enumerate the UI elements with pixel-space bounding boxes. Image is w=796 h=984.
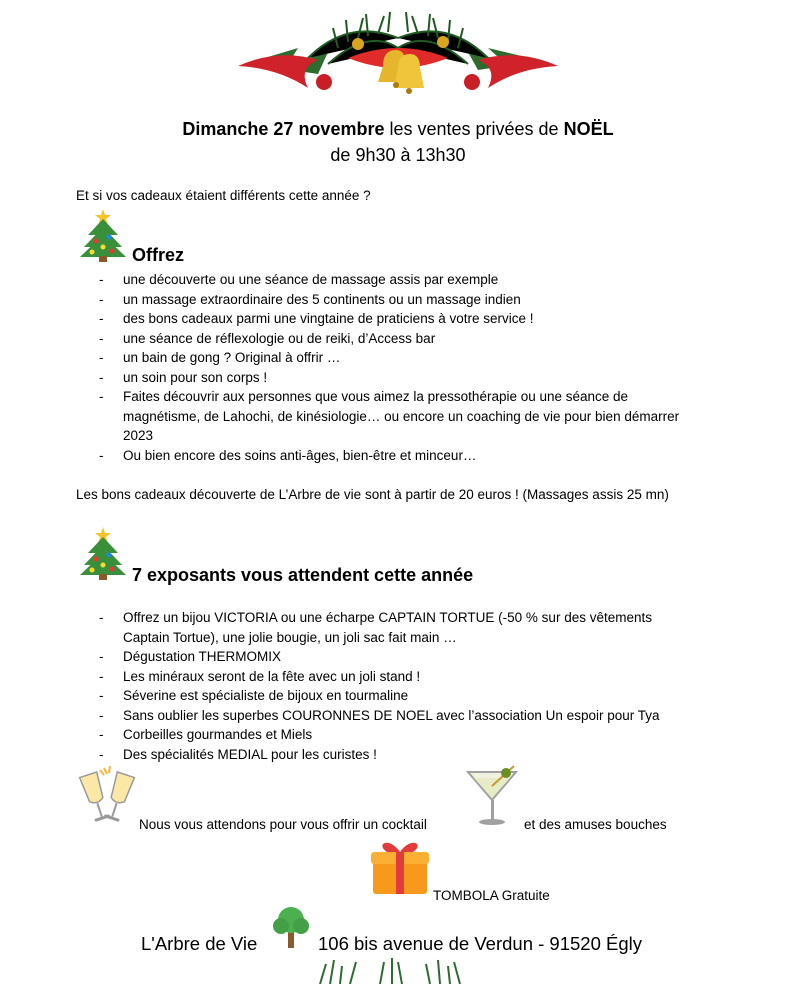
list-item: - Corbeilles gourmandes et Miels	[99, 725, 699, 745]
christmas-tree-icon	[78, 207, 128, 263]
list-item: - Ou bien encore des soins anti-âges, bien-être et minceur…	[99, 446, 689, 466]
exposants-list	[99, 608, 699, 764]
list-item: - un massage extraordinaire des 5 continents ou un massage indien	[99, 290, 689, 310]
address: 106 bis avenue de Verdun - 91520 Égly	[318, 933, 642, 954]
event-title	[0, 116, 796, 142]
tree-icon	[268, 904, 314, 950]
list-item: - des bons cadeaux parmi une vingtaine de praticiens à votre service !	[99, 309, 689, 329]
christmas-tree-icon	[78, 525, 128, 581]
amuses-bouches-text: et des amuses bouches	[524, 817, 667, 832]
list-item: - une découverte ou une séance de massage assis par exemple	[99, 270, 689, 290]
cocktail-text: Nous vous attendons pour vous offrir un cocktail	[139, 817, 427, 832]
gift-icon	[369, 834, 431, 898]
place-name: L'Arbre de Vie	[141, 933, 258, 954]
christmas-garland-icon	[300, 956, 480, 984]
list-item: - Séverine est spécialiste de bijoux en tourmaline	[99, 686, 699, 706]
event-hours: de 9h30 à 13h30	[330, 145, 466, 165]
cocktail-glass-icon	[462, 764, 522, 830]
list-item: - Offrez un bijou VICTORIA ou une écharpe CAPTAIN TORTUE (-50 % sur des vêtements Captain Tortue), une jolie bougie, un joli sac fait main …	[99, 608, 699, 647]
offrez-heading: Offrez	[132, 245, 185, 265]
list-item: - Sans oublier les superbes COURONNES DE NOEL avec l’association Un espoir pour Tya	[99, 706, 699, 726]
christmas-garland-icon	[238, 8, 558, 104]
list-item: - un soin pour son corps !	[99, 368, 689, 388]
list-item: - Des spécialités MEDIAL pour les curistes !	[99, 745, 699, 765]
list-item: - Les minéraux seront de la fête avec un joli stand !	[99, 667, 699, 687]
list-item: - Dégustation THERMOMIX	[99, 647, 699, 667]
exposants-heading: 7 exposants vous attendent cette année	[132, 565, 474, 585]
tombola-text: TOMBOLA Gratuite	[433, 888, 550, 903]
title-date: Dimanche 27 novembre	[182, 119, 385, 139]
clinking-glasses-icon	[74, 766, 140, 828]
list-item: - Faites découvrir aux personnes que vous aimez la pressothérapie ou une séance de magnétisme, de Lahochi, de kinésiologie… ou encore un coaching de vie pour bien démarrer 2023	[99, 387, 689, 446]
list-item: - une séance de réflexologie ou de reiki, d’Access bar	[99, 329, 689, 349]
title-mid: les ventes privées de	[384, 119, 564, 139]
intro-question: Et si vos cadeaux étaient différents cette année ?	[76, 188, 371, 203]
title-noel: NOËL	[563, 119, 614, 139]
offrez-list	[99, 270, 689, 465]
price-note: Les bons cadeaux découverte de L’Arbre de vie sont à partir de 20 euros ! (Massages assis 25 mn)	[76, 487, 669, 502]
list-item: - un bain de gong ? Original à offrir …	[99, 348, 689, 368]
